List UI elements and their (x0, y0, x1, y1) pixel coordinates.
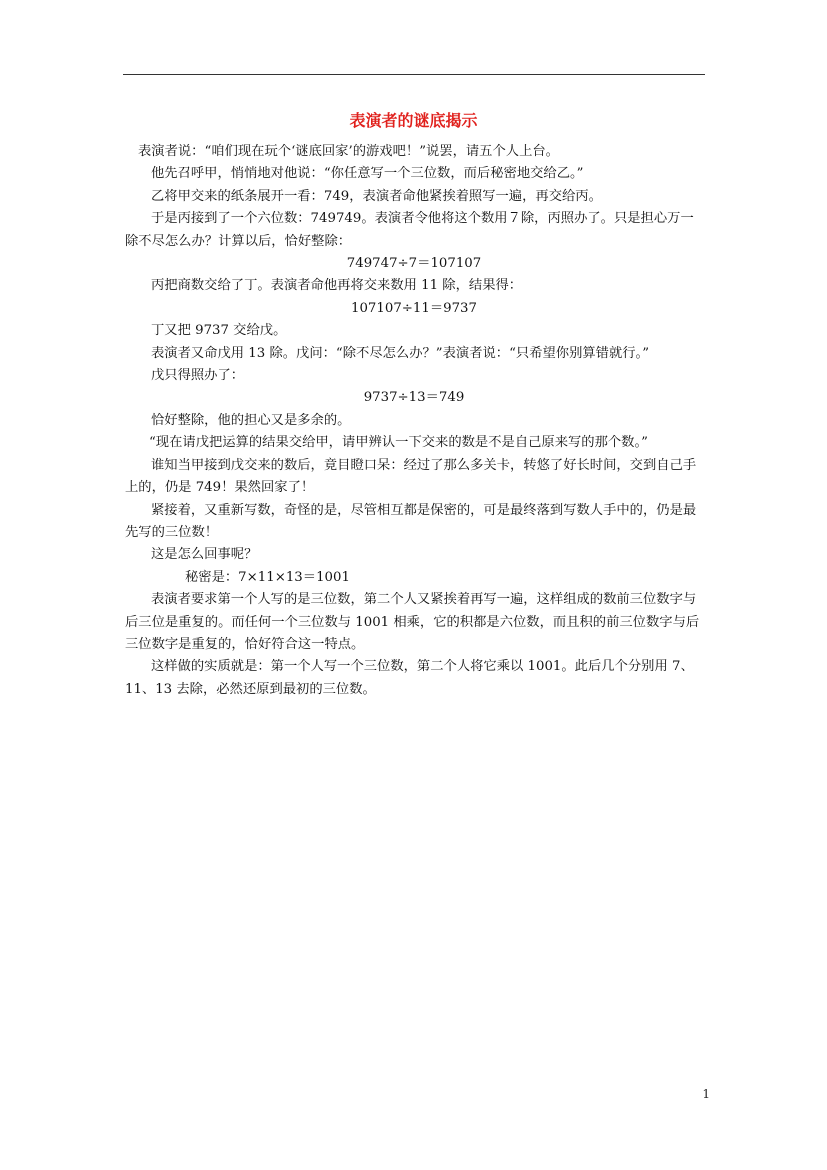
paragraph: 恰好整除，他的担心又是多余的。 (151, 412, 351, 428)
article-body (125, 141, 703, 701)
paragraph: 他先召呼甲，悄悄地对他说：“你任意写一个三位数，而后秘密地交给乙。” (151, 166, 584, 182)
paragraph: 丁又把 9737 交给戊。 (151, 323, 287, 339)
equation: 749747÷7＝107107 (346, 256, 482, 272)
paragraph: 表演者说：“咱们现在玩个‘谜底回家’的游戏吧！”说罢，请五个人上台。 (138, 144, 559, 159)
paragraph: 紧接着，又重新写数，奇怪的是，尽管相互都是保密的，可是最终落到写数人手中的，仍是最先写的三位数！ (125, 502, 697, 540)
paragraph: 表演者要求第一个人写的是三位数，第二个人又紧挨着再写一遍，这样组成的数前三位数字与后三位是重复的。而任何一个三位数与 1001 相乘，它的积都是六位数，而且积的前三位数字与后三位数字是重复的，恰好符合这一特点。 (125, 592, 700, 652)
paragraph: 表演者又命戊用 13 除。戊问：“除不尽怎么办？”表演者说：“只希望你别算错就行。” (151, 345, 650, 361)
equation: 107107÷11＝9737 (351, 300, 477, 316)
page-number: 1 (702, 1087, 710, 1101)
page-title: 表演者的谜底揭示 (349, 111, 478, 130)
paragraph: 这样做的实质就是：第一个人写一个三位数，第二个人将它乘以 1001。此后几个分别用 7、11、13 去除，必然还原到最初的三位数。 (125, 659, 694, 697)
paragraph: 戊只得照办了： (151, 368, 245, 384)
paragraph: 乙将甲交来的纸条展开一看：749，表演者命他紧挨着照写一遍，再交给丙。 (151, 188, 602, 204)
paragraph: 于是丙接到了一个六位数：749749。表演者令他将这个数用７除，丙照办了。只是担心万一除不尽怎么办？计算以后，恰好整除： (125, 211, 694, 249)
paragraph: 丙把商数交给了丁。表演者命他再将交来数用 11 除，结果得： (151, 278, 523, 294)
header-rule (123, 74, 705, 75)
secret-formula: 秘密是：7×11×13＝1001 (185, 569, 350, 585)
paragraph: “现在请戊把运算的结果交给甲，请甲辨认一下交来的数是不是自己原来写的那个数。” (149, 435, 648, 451)
paragraph: 这是怎么回事呢？ (151, 547, 258, 563)
paragraph: 谁知当甲接到戊交来的数后，竟目瞪口呆：经过了那么多关卡，转悠了好长时间，交到自己手上的，仍是 749！果然回家了！ (125, 457, 697, 496)
equation: 9737÷13＝749 (363, 390, 465, 406)
